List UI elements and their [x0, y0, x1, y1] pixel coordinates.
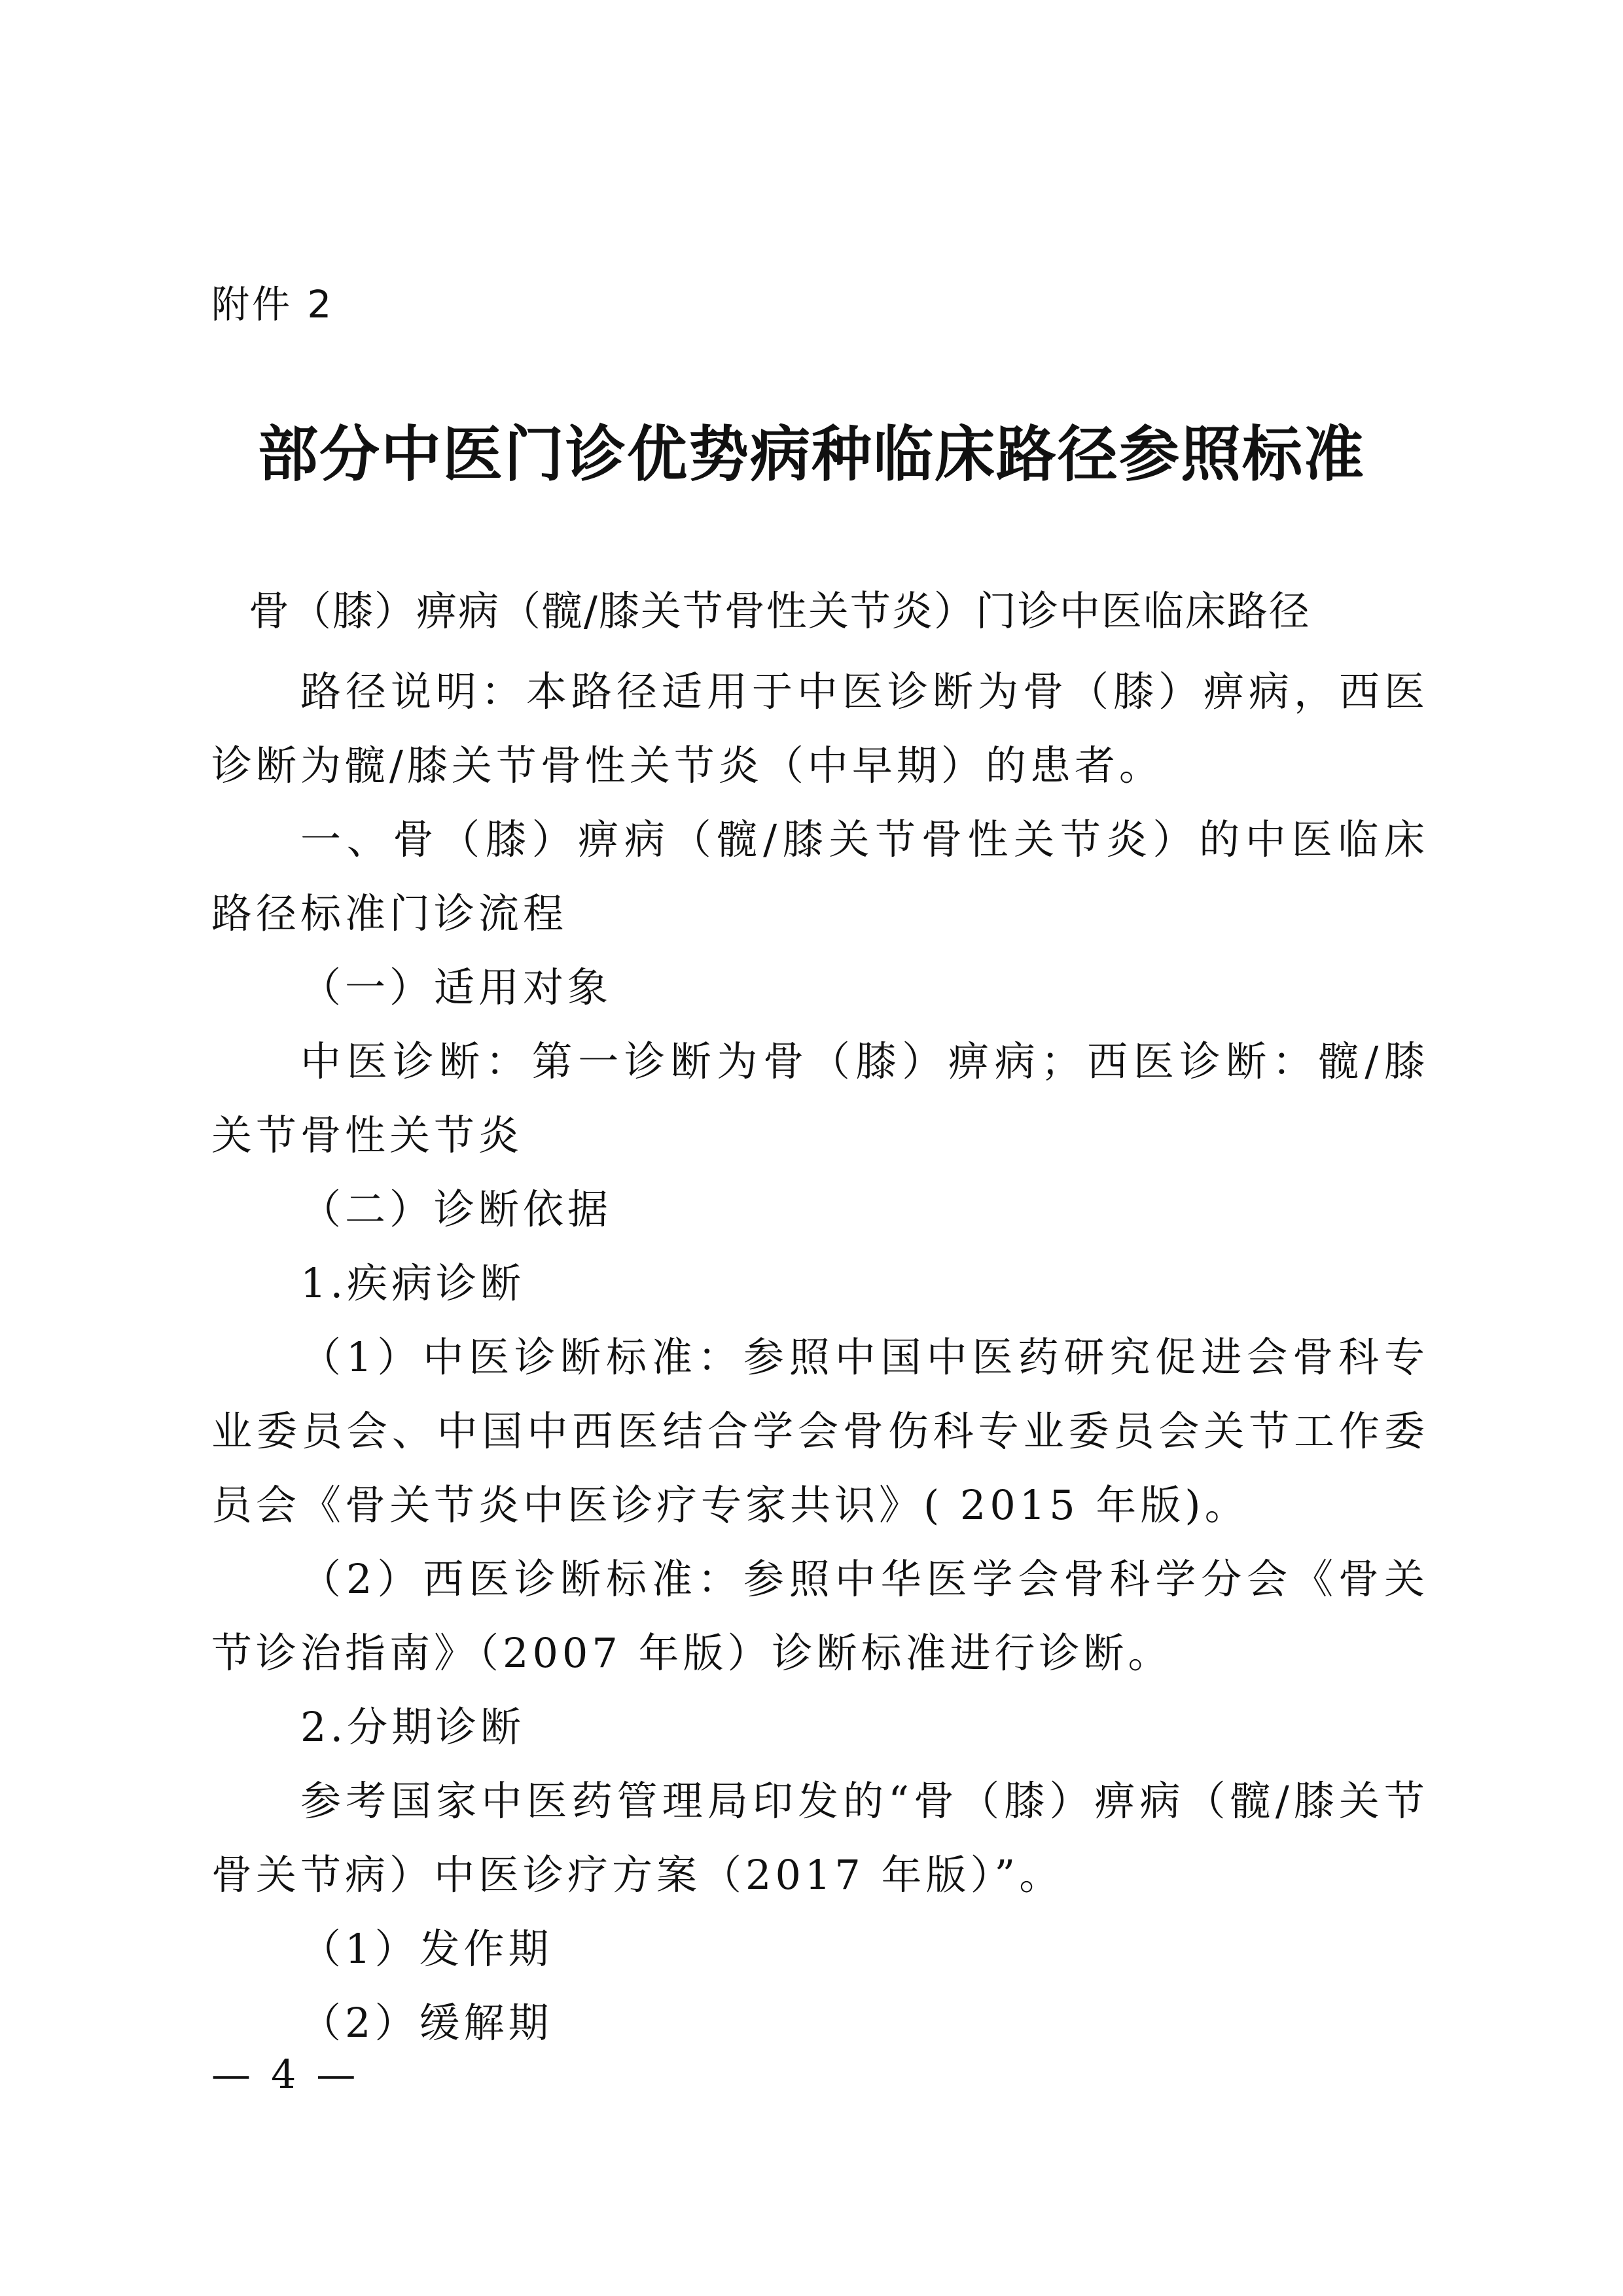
section-heading-1: 一、骨（膝）痹病（髋/膝关节骨性关节炎）的中医临床路径标准门诊流程 — [211, 816, 1429, 937]
diagnosis-paragraph: 中医诊断：第一诊断为骨（膝）痹病；西医诊断：髋/膝关节骨性关节炎 — [211, 1037, 1429, 1159]
attachment-label: 附件 2 — [211, 282, 334, 327]
item-disease-diagnosis: 1.疾病诊断 — [300, 1259, 526, 1307]
stage-item-acute: （1）发作期 — [300, 1925, 553, 1973]
western-criteria-paragraph: （2）西医诊断标准：参照中华医学会骨科学分会《骨关节诊治指南》（2007 年版）诊断标准进行诊断。 — [211, 1555, 1429, 1677]
page-number: — 4 — — [211, 2052, 360, 2098]
item-stage-diagnosis: 2.分期诊断 — [300, 1703, 526, 1751]
stage-item-remission: （2）缓解期 — [300, 1999, 553, 2047]
document-body — [211, 655, 1429, 2060]
subsection-heading-scope: （一）适用对象 — [300, 963, 613, 1011]
document-title: 部分中医门诊优势病种临床路径参照标准 — [257, 420, 1365, 490]
section-title: 骨（膝）痹病（髋/膝关节骨性关节炎）门诊中医临床路径 — [249, 587, 1311, 635]
tcm-criteria-paragraph: （1）中医诊断标准：参照中国中医药研究促进会骨科专业委员会、中国中西医结合学会骨伤科专业委员会关节工作委员会《骨关节炎中医诊疗专家共识》( 2015 年版)。 — [211, 1333, 1429, 1529]
path-description-paragraph: 路径说明：本路径适用于中医诊断为骨（膝）痹病，西医诊断为髋/膝关节骨性关节炎（中早期）的患者。 — [211, 668, 1429, 789]
stage-reference-paragraph: 参考国家中医药管理局印发的“骨（膝）痹病（髋/膝关节骨关节病）中医诊疗方案（2017 年版）”。 — [211, 1777, 1429, 1899]
subsection-heading-basis: （二）诊断依据 — [300, 1185, 613, 1233]
